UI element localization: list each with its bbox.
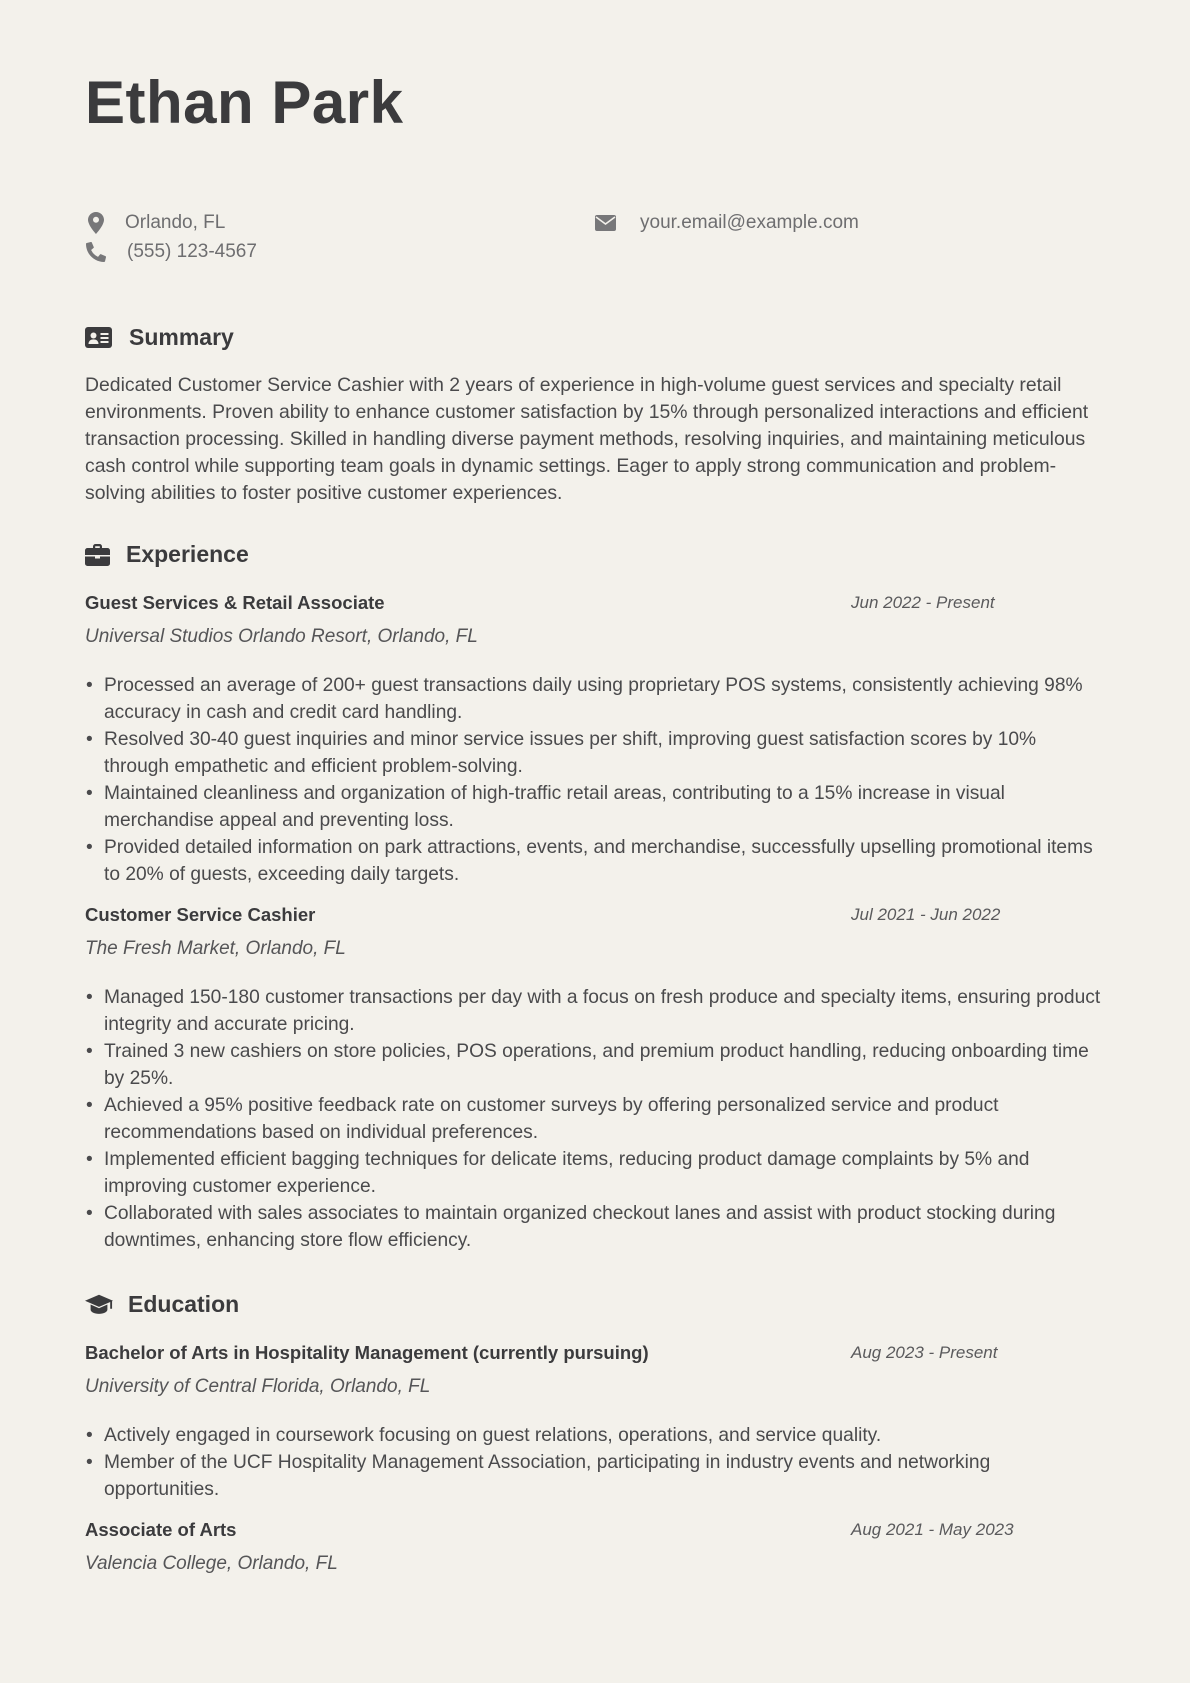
summary-title: Summary bbox=[129, 324, 234, 350]
phone-icon bbox=[85, 241, 107, 263]
location-text: Orlando, FL bbox=[125, 212, 226, 233]
bullet-item: • Member of the UCF Hospitality Management Association, participating in industry events and networking opportunities. bbox=[85, 1449, 1105, 1503]
bullet-item: • Implemented efficient bagging techniques for delicate items, reducing product damage complaints by 5% and improving customer experience. bbox=[85, 1146, 1105, 1200]
degree-bullets bbox=[85, 1422, 1105, 1503]
bullet-item: • Achieved a 95% positive feedback rate on customer surveys by offering personalized service and product recommendations based on individual preferences. bbox=[85, 1092, 1105, 1146]
job-organization: Universal Studios Orlando Resort, Orlando, FL bbox=[85, 626, 478, 647]
job-bullets bbox=[85, 672, 1105, 888]
candidate-name: Ethan Park bbox=[85, 69, 404, 136]
contact-email bbox=[594, 212, 859, 234]
phone-text: (555) 123-4567 bbox=[127, 241, 257, 262]
degree-title: Associate of Arts bbox=[85, 1519, 237, 1540]
email-link[interactable]: your.email@example.com bbox=[640, 212, 859, 233]
bullet-item: • Collaborated with sales associates to maintain organized checkout lanes and assist with product stocking during downtimes, enhancing store flow efficiency. bbox=[85, 1200, 1105, 1254]
map-marker-icon bbox=[85, 212, 107, 234]
education-heading bbox=[85, 1291, 239, 1318]
degree-dates: Aug 2021 - May 2023 bbox=[851, 1520, 1014, 1539]
school-name: University of Central Florida, Orlando, FL bbox=[85, 1376, 431, 1397]
job-organization: The Fresh Market, Orlando, FL bbox=[85, 938, 346, 959]
bullet-item: • Resolved 30-40 guest inquiries and minor service issues per shift, improving guest satisfaction scores by 10% through empathetic and efficient problem-solving. bbox=[85, 726, 1105, 780]
experience-title: Experience bbox=[126, 541, 249, 567]
envelope-icon bbox=[594, 212, 616, 234]
job-dates: Jul 2021 - Jun 2022 bbox=[851, 905, 1001, 924]
summary-heading bbox=[85, 324, 234, 351]
summary-text: Dedicated Customer Service Cashier with 2 years of experience in high-volume guest services and specialty retail environments. Proven ability to enhance customer satisfaction by 15% through personalized interactions and efficient transaction processing. Skilled in handling diverse payment methods, resolving inquiries, and maintaining meticulous cash control while supporting team goals in dynamic settings. Eager to apply strong communication and problem-solving abilities to foster positive customer experiences. bbox=[85, 374, 1089, 504]
bullet-item: • Processed an average of 200+ guest transactions daily using proprietary POS systems, consistently achieving 98% accuracy in cash and credit card handling. bbox=[85, 672, 1105, 726]
graduation-cap-icon bbox=[85, 1293, 113, 1317]
degree-title: Bachelor of Arts in Hospitality Management (currently pursuing) bbox=[85, 1342, 649, 1363]
job-title: Guest Services & Retail Associate bbox=[85, 592, 385, 613]
education-title: Education bbox=[128, 1291, 240, 1317]
bullet-item: • Actively engaged in coursework focusing on guest relations, operations, and service quality. bbox=[85, 1422, 1105, 1449]
degree-dates: Aug 2023 - Present bbox=[851, 1343, 998, 1362]
contact-phone bbox=[85, 241, 257, 263]
job-title: Customer Service Cashier bbox=[85, 904, 316, 925]
id-card-icon bbox=[85, 326, 113, 350]
experience-heading bbox=[85, 541, 249, 568]
bullet-item: • Maintained cleanliness and organization of high-traffic retail areas, contributing to a 15% increase in visual merchandise appeal and preventing loss. bbox=[85, 780, 1105, 834]
bullet-item: • Trained 3 new cashiers on store policies, POS operations, and premium product handling, reducing onboarding time by 25%. bbox=[85, 1038, 1105, 1092]
bullet-item: • Managed 150-180 customer transactions per day with a focus on fresh produce and specialty items, ensuring product integrity and accurate pricing. bbox=[85, 984, 1105, 1038]
bullet-item: • Provided detailed information on park attractions, events, and merchandise, successfully upselling promotional items to 20% of guests, exceeding daily targets. bbox=[85, 834, 1105, 888]
job-dates: Jun 2022 - Present bbox=[851, 593, 995, 612]
job-bullets bbox=[85, 984, 1105, 1254]
briefcase-icon bbox=[85, 543, 113, 567]
contact-location bbox=[85, 212, 225, 234]
school-name: Valencia College, Orlando, FL bbox=[85, 1553, 338, 1574]
